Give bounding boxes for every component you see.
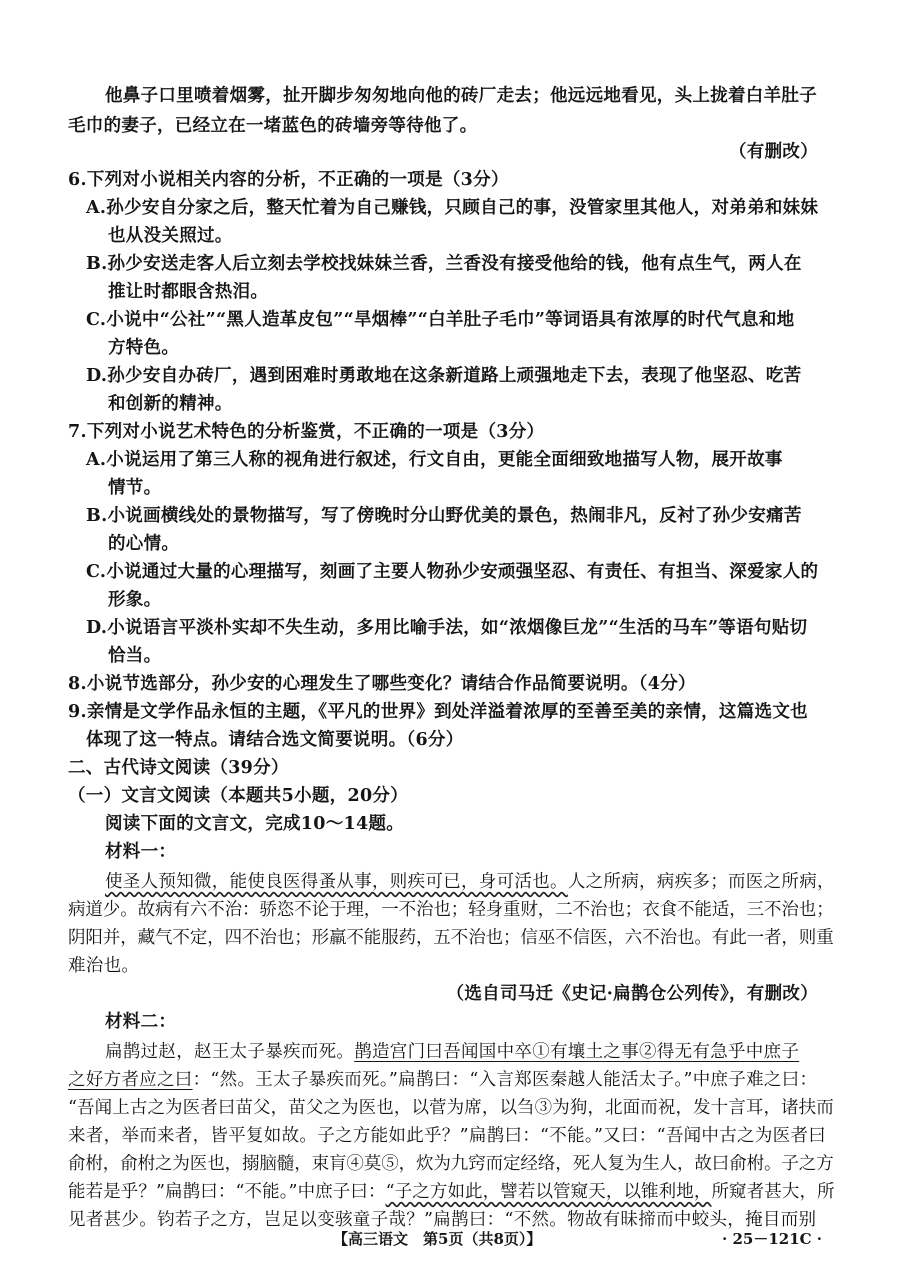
material-1-wavy-underlined-sentence: 使圣人预知微，能使良医得蚤从事，则疾可已，身可活也。 (105, 872, 568, 892)
passage-line-2: 毛巾的妻子，已经立在一堵蓝色的砖墙旁等待他了。 (68, 116, 478, 136)
q6-option-d-line-2: 和创新的精神。 (108, 394, 233, 414)
material-2-line-6-start: 能若是乎？”扁鹊曰：“不能。”中庶子曰： (68, 1182, 386, 1202)
section-2-subtitle: （一）文言文阅读（本题共5小题，20分） (68, 786, 409, 806)
q6-option-a-line-1: A.孙少安自分家之后，整天忙着为自己赚钱，只顾自己的事，没管家里其他人，对弟弟和妹妹 (86, 198, 819, 218)
q7-option-c-line-1: C.小说通过大量的心理描写，刻画了主要人物孙少安顽强坚忍、有责任、有担当、深爱家人的 (86, 562, 819, 582)
page-footer-center: 【高三语文 第5页（共8页）】 (333, 1230, 542, 1248)
material-2-label: 材料二： (105, 1012, 177, 1032)
q6-option-b-line-2: 推让时都眼含热泪。 (108, 282, 269, 302)
material-1-line-1-rest: 人之所病，病疾多；而医之所病， (567, 872, 835, 892)
q9-stem-line-1: 9.亲情是文学作品永恒的主题，《平凡的世界》到处洋溢着浓厚的至善至美的亲情，这篇选文也 (68, 702, 808, 722)
material-2-line-1-start: 扁鹊过赵，赵王太子暴疾而死。 (105, 1042, 355, 1062)
q6-option-c-line-2: 方特色。 (108, 338, 180, 358)
q6-option-d-line-1: D.孙少安自办砖厂，遇到困难时勇敢地在这条新道路上顽强地走下去，表现了他坚忍、吃苦 (86, 366, 802, 386)
page-footer-code: · 25－121C · (722, 1230, 823, 1248)
material-1-line-4: 难治也。 (68, 956, 140, 976)
material-2-underlined-sentence-part-2: 之好方者应之曰 (68, 1070, 193, 1090)
q7-option-c-line-2: 形象。 (108, 590, 162, 610)
material-2-line-2 (68, 1068, 817, 1092)
material-2-line-7: 见者甚少。钧若子之方，岂足以变骇童子哉？”扁鹊曰：“不然。物故有昧揥而中蛟头，掩目而别 (68, 1210, 817, 1230)
material-2-line-3: “吾闻上古之为医者曰苗父，苗父之为医也，以菅为席，以刍③为狗，北面而祝，发十言耳，诸扶而 (68, 1098, 834, 1118)
material-1-line-2: 病道少。故病有六不治：骄恣不论于理，一不治也；轻身重财，二不治也；衣食不能适，三不治也； (68, 900, 834, 920)
section-2-instruction: 阅读下面的文言文，完成10～14题。 (105, 814, 405, 834)
material-1-line-1 (105, 870, 835, 894)
material-2-line-6 (68, 1180, 835, 1204)
material-1-line-3: 阴阳并，藏气不定，四不治也；形羸不能服药，五不治也；信巫不信医，六不治也。有此一者，则重 (68, 928, 834, 948)
passage-line-1: 他鼻子口里喷着烟雾，扯开脚步匆匆地向他的砖厂走去；他远远地看见，头上拢着白羊肚子 (105, 86, 817, 106)
material-2-line-6-rest: 所窥者甚大，所 (711, 1182, 835, 1202)
material-2-line-2-rest: ：“然。王太子暴疾而死。”扁鹊曰：“入言郑医秦越人能活太子。”中庶子难之曰： (192, 1070, 818, 1090)
material-1-source: （选自司马迁《史记·扁鹊仓公列传》，有删改） (446, 984, 818, 1004)
q8-stem: 8.小说节选部分，孙少安的心理发生了哪些变化？请结合作品简要说明。（4分） (68, 674, 696, 694)
material-2-line-5: 俞柎，俞柎之为医也，搦脑髓，束肓④莫⑤，炊为九窍而定经络，死人复为生人，故曰俞柎。子之方 (68, 1154, 834, 1174)
q6-stem: 6.下列对小说相关内容的分析，不正确的一项是（3分） (68, 170, 509, 190)
passage-note: （有删改） (729, 142, 818, 162)
q7-option-b-line-2: 的心情。 (108, 534, 180, 554)
q7-option-a-line-2: 情节。 (108, 478, 162, 498)
q7-option-b-line-1: B.小说画横线处的景物描写，写了傍晚时分山野优美的景色，热闹非凡，反衬了孙少安痛苦 (86, 506, 802, 526)
q7-option-d-line-2: 恰当。 (108, 646, 162, 666)
q6-option-b-line-1: B.孙少安送走客人后立刻去学校找妹妹兰香，兰香没有接受他给的钱，他有点生气，两人在 (86, 254, 802, 274)
q6-option-c-line-1: C.小说中“公社”“黑人造革皮包”“旱烟棒”“白羊肚子毛巾”等词语具有浓厚的时代气息和地 (86, 310, 795, 330)
q7-option-a-line-1: A.小说运用了第三人称的视角进行叙述，行文自由，更能全面细致地描写人物，展开故事 (86, 450, 783, 470)
material-2-underlined-sentence-part-1: 鹊造宫门曰吾闻国中卒①有壤土之事②得无有急乎中庶子 (354, 1042, 800, 1062)
material-2-line-1 (105, 1040, 799, 1064)
q7-option-d-line-1: D.小说语言平淡朴实却不失生动，多用比喻手法，如“浓烟像巨龙”“生活的马车”等语句贴切 (86, 618, 808, 638)
q9-stem-line-2: 体现了这一特点。请结合选文简要说明。（6分） (86, 730, 464, 750)
q6-option-a-line-2: 也从没关照过。 (108, 226, 233, 246)
material-2-wavy-underlined-sentence: “子之方如此，譬若以管窥天，以锥利地， (385, 1182, 712, 1202)
material-1-label: 材料一： (105, 842, 177, 862)
q7-stem: 7.下列对小说艺术特色的分析鉴赏，不正确的一项是（3分） (68, 422, 545, 442)
section-2-title: 二、古代诗文阅读（39分） (68, 758, 289, 778)
material-2-line-4: 来者，举而来者，皆平复如故。子之方能如此乎？”扁鹊曰：“不能。”又曰：“吾闻中古之为医者曰 (68, 1126, 827, 1146)
